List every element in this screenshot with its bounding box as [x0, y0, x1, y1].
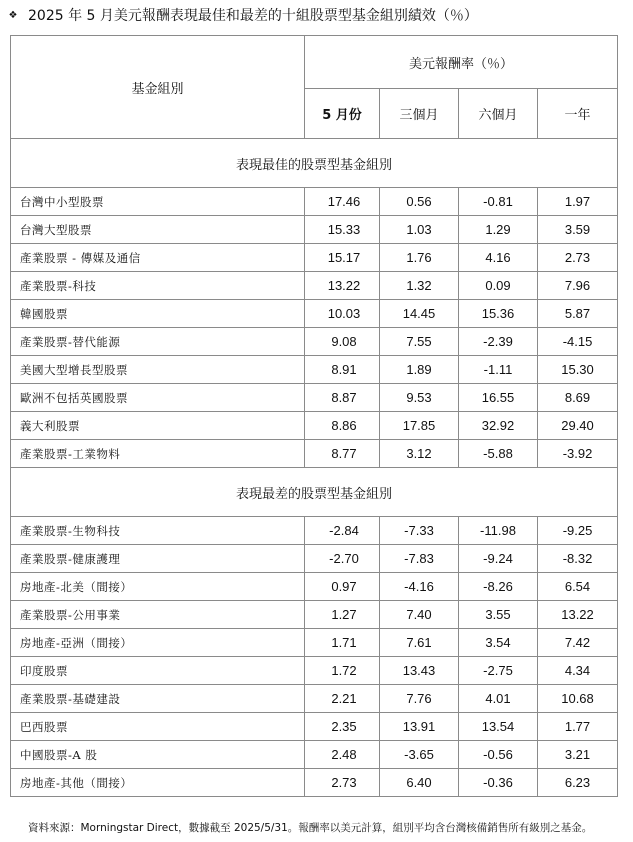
return-value-cell: 1.29	[459, 216, 538, 244]
return-value-cell: -8.26	[459, 573, 538, 601]
fund-group-name: 產業股票-公用事業	[11, 601, 305, 629]
return-value-cell: 17.85	[380, 412, 459, 440]
return-value-cell: 4.34	[538, 657, 618, 685]
table-row	[11, 412, 618, 440]
return-value-cell: 3.59	[538, 216, 618, 244]
return-value-cell: 0.09	[459, 272, 538, 300]
return-value-cell: -2.75	[459, 657, 538, 685]
return-value-cell: 10.68	[538, 685, 618, 713]
return-value-cell: 15.33	[305, 216, 380, 244]
return-value-cell: -3.92	[538, 440, 618, 468]
period-header-6m: 六個月	[459, 89, 538, 139]
table-row	[11, 300, 618, 328]
table-row	[11, 573, 618, 601]
return-value-cell: -0.56	[459, 741, 538, 769]
return-value-cell: -2.39	[459, 328, 538, 356]
return-value-cell: 0.56	[380, 188, 459, 216]
return-value-cell: 10.03	[305, 300, 380, 328]
return-value-cell: 3.12	[380, 440, 459, 468]
fund-group-name: 產業股票-健康護理	[11, 545, 305, 573]
page-title: 2025 年 5 月美元報酬表現最佳和最差的十組股票型基金組別績效（％）	[28, 8, 478, 24]
table-body	[11, 139, 618, 797]
return-value-cell: -7.83	[380, 545, 459, 573]
table-row	[11, 272, 618, 300]
return-value-cell: 15.36	[459, 300, 538, 328]
fund-group-name: 巴西股票	[11, 713, 305, 741]
return-value-cell: -2.84	[305, 517, 380, 545]
return-value-cell: -3.65	[380, 741, 459, 769]
fund-group-name: 台灣中小型股票	[11, 188, 305, 216]
return-value-cell: 6.54	[538, 573, 618, 601]
return-value-cell: 6.40	[380, 769, 459, 797]
return-value-cell: 13.22	[305, 272, 380, 300]
table-row	[11, 769, 618, 797]
worst-section-header-title: 表現最差的股票型基金組別	[11, 468, 618, 517]
return-value-cell: 2.21	[305, 685, 380, 713]
return-value-cell: 14.45	[380, 300, 459, 328]
return-value-cell: -0.81	[459, 188, 538, 216]
fund-group-name: 產業股票-生物科技	[11, 517, 305, 545]
return-value-cell: -4.15	[538, 328, 618, 356]
return-value-cell: -0.36	[459, 769, 538, 797]
return-value-cell: 1.77	[538, 713, 618, 741]
return-value-cell: 7.40	[380, 601, 459, 629]
worst-section-header	[11, 468, 618, 517]
return-value-cell: 7.76	[380, 685, 459, 713]
fund-group-name: 房地產-亞洲（間接）	[11, 629, 305, 657]
table-row	[11, 629, 618, 657]
table-row	[11, 328, 618, 356]
fund-group-name: 中國股票-A 股	[11, 741, 305, 769]
return-value-cell: 16.55	[459, 384, 538, 412]
return-value-cell: 1.27	[305, 601, 380, 629]
table-row	[11, 356, 618, 384]
period-header-3m: 三個月	[380, 89, 459, 139]
return-value-cell: -4.16	[380, 573, 459, 601]
return-value-cell: 13.54	[459, 713, 538, 741]
table-row	[11, 545, 618, 573]
table-row	[11, 244, 618, 272]
return-value-cell: 1.72	[305, 657, 380, 685]
return-value-cell: 8.77	[305, 440, 380, 468]
title-row	[6, 5, 478, 25]
table-row	[11, 440, 618, 468]
fund-group-name: 產業股票-科技	[11, 272, 305, 300]
return-value-cell: 13.22	[538, 601, 618, 629]
period-header-1y: 一年	[538, 89, 618, 139]
return-value-cell: 15.17	[305, 244, 380, 272]
return-value-cell: 8.69	[538, 384, 618, 412]
diamond-bullet-icon: ❖	[8, 9, 18, 21]
return-value-cell: 8.86	[305, 412, 380, 440]
return-value-cell: -7.33	[380, 517, 459, 545]
return-value-cell: -5.88	[459, 440, 538, 468]
return-value-cell: -1.11	[459, 356, 538, 384]
return-value-cell: 9.08	[305, 328, 380, 356]
return-value-cell: -2.70	[305, 545, 380, 573]
return-value-cell: 1.89	[380, 356, 459, 384]
fund-group-name: 產業股票-替代能源	[11, 328, 305, 356]
return-value-cell: 1.97	[538, 188, 618, 216]
fund-group-name: 房地產-北美（間接）	[11, 573, 305, 601]
return-value-cell: -11.98	[459, 517, 538, 545]
table-row	[11, 685, 618, 713]
fund-group-name: 韓國股票	[11, 300, 305, 328]
return-value-cell: 32.92	[459, 412, 538, 440]
period-header-may: 5 月份	[305, 89, 380, 139]
source-note: 資料來源：Morningstar Direct，數據截至 2025/5/31。報酬率以美元計算，組別平均含台灣核備銷售所有級別之基金。	[28, 822, 593, 834]
return-value-cell: -9.24	[459, 545, 538, 573]
return-value-cell: 1.71	[305, 629, 380, 657]
return-value-cell: 6.23	[538, 769, 618, 797]
return-value-cell: 7.96	[538, 272, 618, 300]
table-header	[11, 36, 618, 139]
return-value-cell: 7.42	[538, 629, 618, 657]
return-value-cell: 7.61	[380, 629, 459, 657]
return-value-cell: 1.32	[380, 272, 459, 300]
return-value-cell: 8.91	[305, 356, 380, 384]
table-row	[11, 741, 618, 769]
return-value-cell: 13.43	[380, 657, 459, 685]
return-value-cell: 0.97	[305, 573, 380, 601]
return-value-cell: 13.91	[380, 713, 459, 741]
return-value-cell: 2.35	[305, 713, 380, 741]
return-value-cell: -9.25	[538, 517, 618, 545]
fund-group-name: 產業股票 - 傳媒及通信	[11, 244, 305, 272]
usd-return-header: 美元報酬率（％）	[305, 36, 618, 89]
return-value-cell: 3.54	[459, 629, 538, 657]
table-row	[11, 601, 618, 629]
fund-group-name: 印度股票	[11, 657, 305, 685]
table-row	[11, 188, 618, 216]
best-section-header-title: 表現最佳的股票型基金組別	[11, 139, 618, 188]
fund-performance-table	[10, 35, 618, 797]
table-row	[11, 384, 618, 412]
return-value-cell: 2.48	[305, 741, 380, 769]
return-value-cell: 8.87	[305, 384, 380, 412]
return-value-cell: 3.21	[538, 741, 618, 769]
fund-group-header: 基金組別	[11, 36, 305, 139]
return-value-cell: 9.53	[380, 384, 459, 412]
return-value-cell: 2.73	[305, 769, 380, 797]
table-row	[11, 517, 618, 545]
return-value-cell: 1.03	[380, 216, 459, 244]
fund-group-name: 美國大型增長型股票	[11, 356, 305, 384]
table-row	[11, 713, 618, 741]
fund-group-name: 義大利股票	[11, 412, 305, 440]
best-section-header	[11, 139, 618, 188]
return-value-cell: 17.46	[305, 188, 380, 216]
fund-group-name: 房地產-其他（間接）	[11, 769, 305, 797]
return-value-cell: 29.40	[538, 412, 618, 440]
return-value-cell: 1.76	[380, 244, 459, 272]
fund-group-name: 產業股票-基礎建設	[11, 685, 305, 713]
return-value-cell: 7.55	[380, 328, 459, 356]
return-value-cell: 4.16	[459, 244, 538, 272]
return-value-cell: 4.01	[459, 685, 538, 713]
return-value-cell: 3.55	[459, 601, 538, 629]
return-value-cell: 15.30	[538, 356, 618, 384]
return-value-cell: 5.87	[538, 300, 618, 328]
return-value-cell: 2.73	[538, 244, 618, 272]
fund-group-name: 歐洲不包括英國股票	[11, 384, 305, 412]
fund-group-name: 台灣大型股票	[11, 216, 305, 244]
table-row	[11, 657, 618, 685]
fund-group-name: 產業股票-工業物料	[11, 440, 305, 468]
return-value-cell: -8.32	[538, 545, 618, 573]
table-row	[11, 216, 618, 244]
